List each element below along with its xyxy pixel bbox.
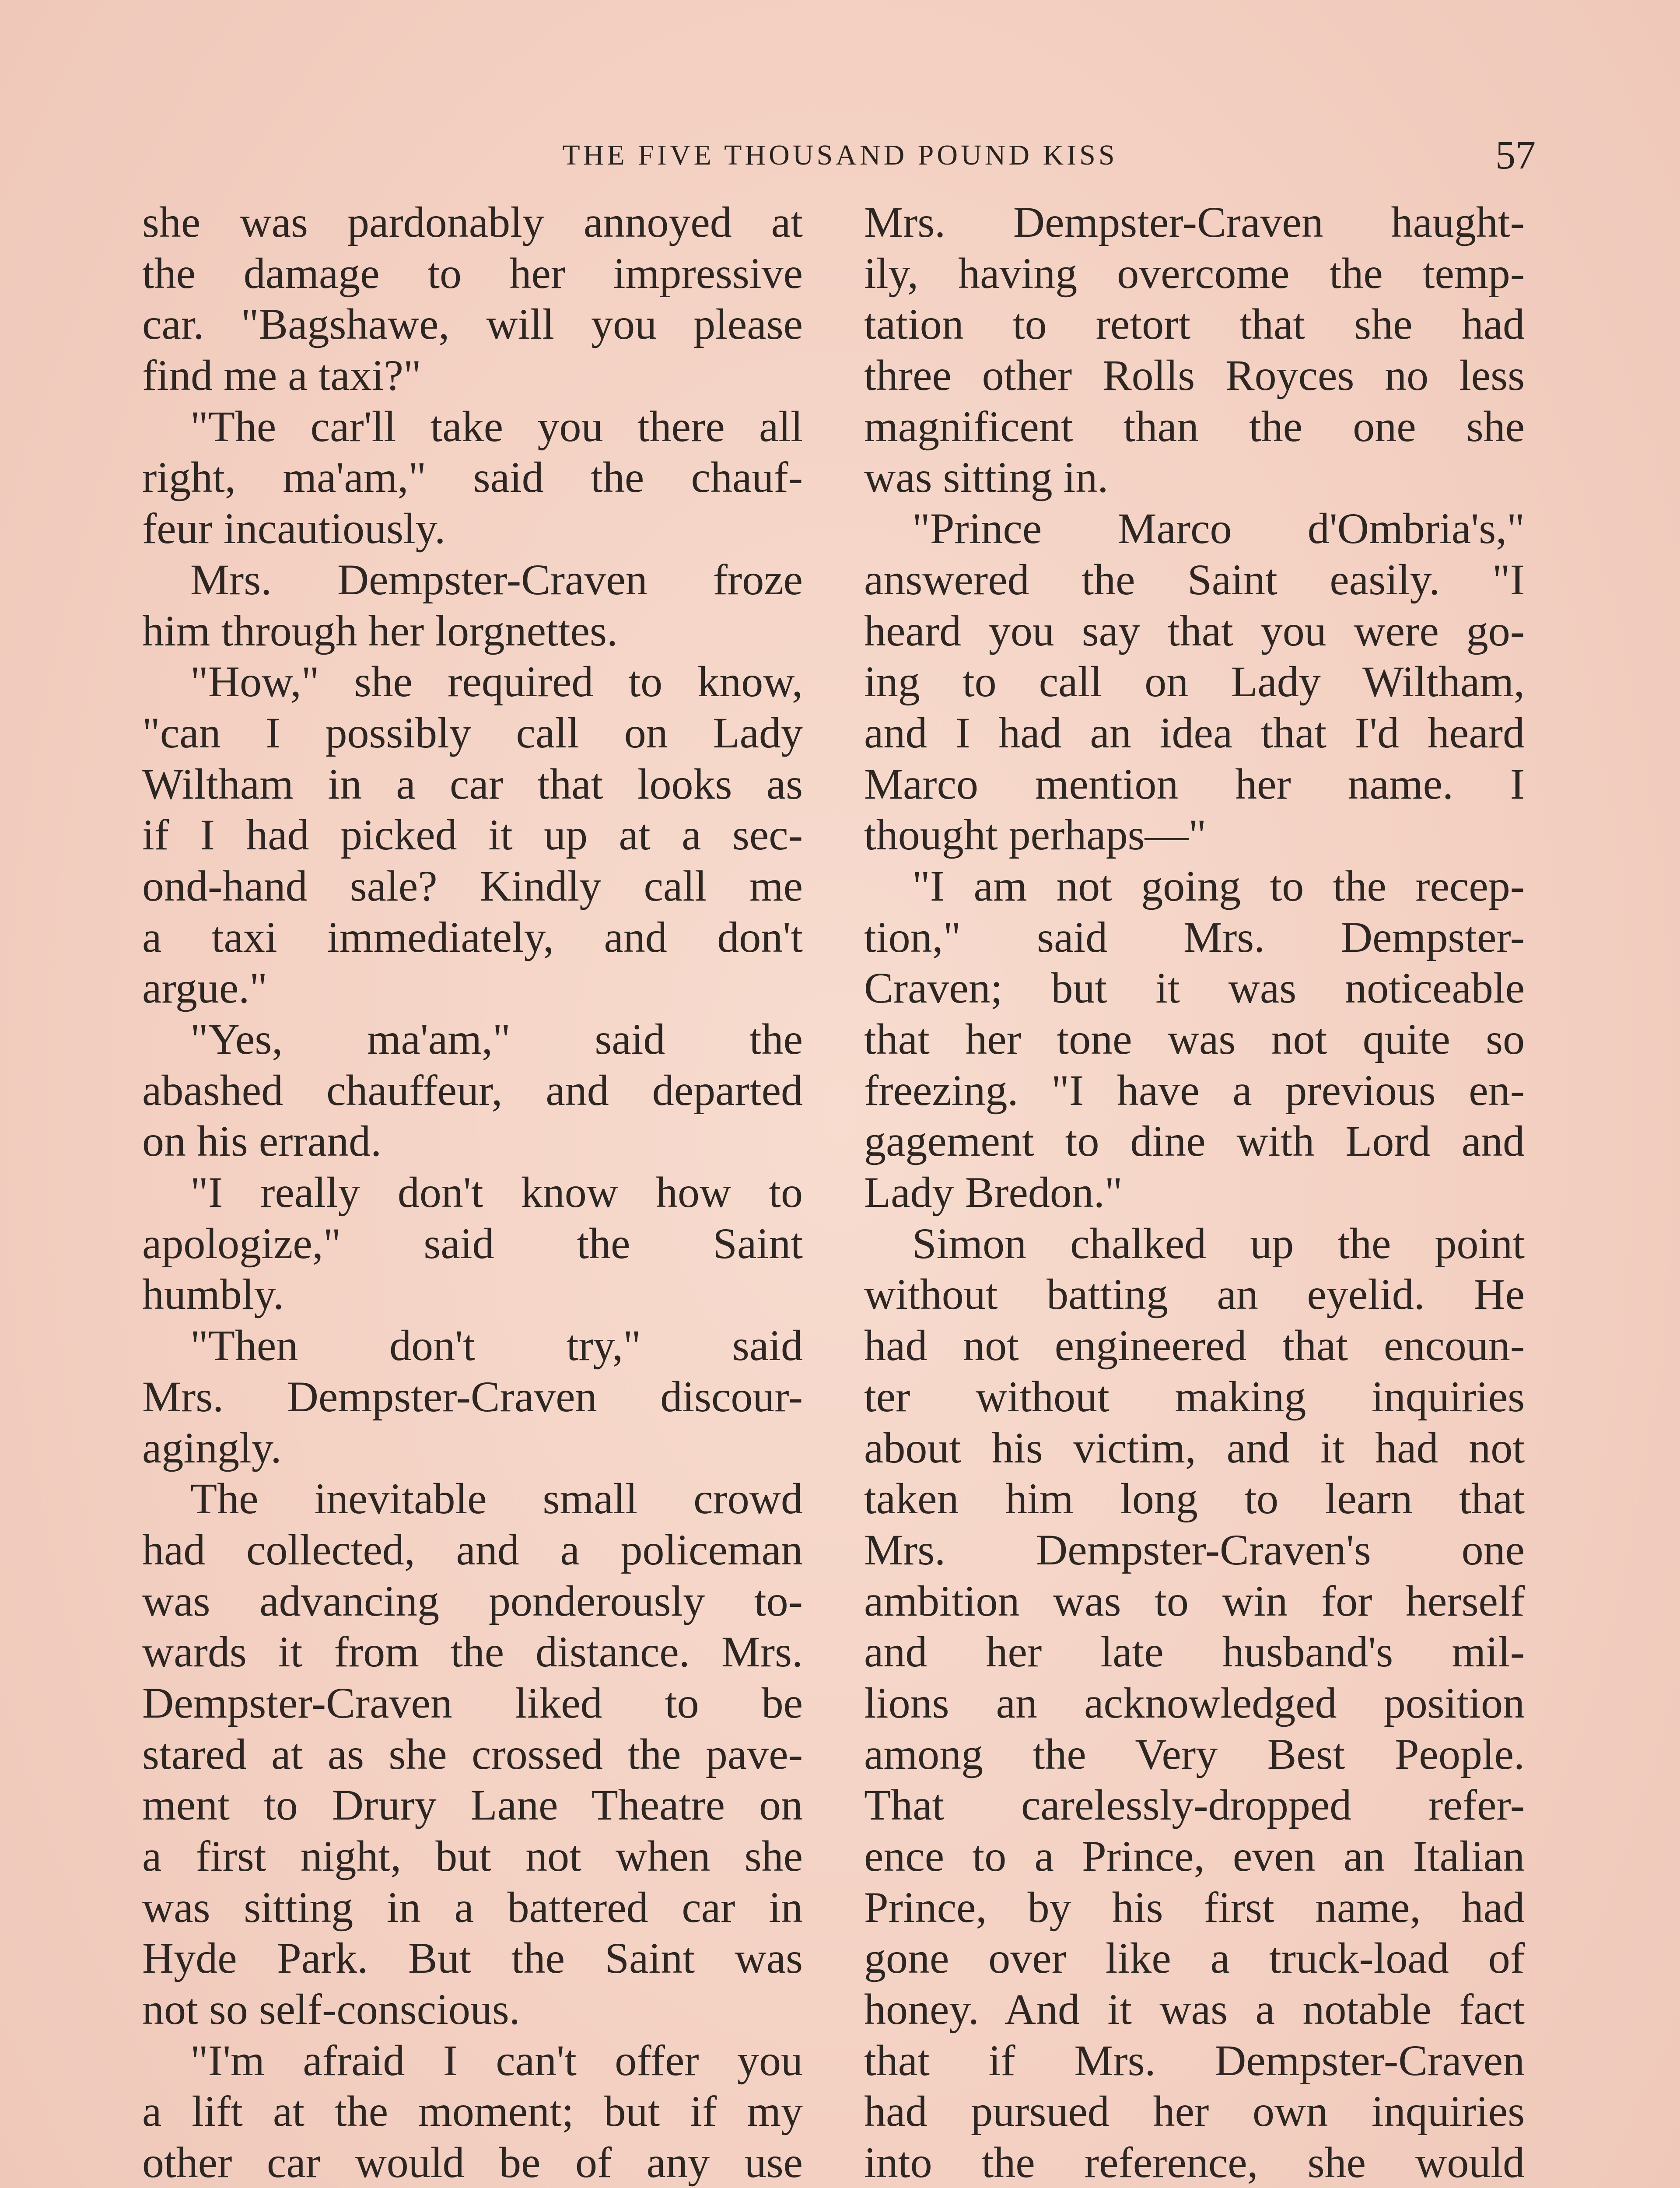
text-line: Dempster-Craven liked to be xyxy=(142,1678,803,1727)
text-line: was sitting in. xyxy=(864,453,1109,502)
text-line: Mrs. Dempster-Craven froze xyxy=(190,555,803,604)
text-line: stared at as she crossed the pave- xyxy=(142,1729,803,1778)
text-line: she was pardonably annoyed at xyxy=(142,198,803,246)
right-text-column xyxy=(864,197,1525,2188)
text-line: "can I possibly call on Lady xyxy=(142,708,803,757)
text-line: Simon chalked up the point xyxy=(912,1219,1525,1268)
text-line: was sitting in a battered car in xyxy=(142,1883,803,1932)
text-line: humbly. xyxy=(142,1270,284,1319)
text-line: feur incautiously. xyxy=(142,504,446,553)
text-line: that her tone was not quite so xyxy=(864,1015,1525,1063)
text-line: ence to a Prince, even an Italian xyxy=(864,1832,1525,1880)
text-line: a taxi immediately, and don't xyxy=(142,912,803,961)
text-line: ter without making inquiries xyxy=(864,1372,1525,1421)
text-line: Craven; but it was noticeable xyxy=(864,964,1525,1013)
running-title: THE FIVE THOUSAND POUND KISS xyxy=(562,139,1118,171)
text-line: thought perhaps—" xyxy=(864,810,1207,859)
text-line: that if Mrs. Dempster-Craven xyxy=(864,2036,1525,2085)
text-line: not so self-conscious. xyxy=(142,1985,520,2034)
text-line: That carelessly-dropped refer- xyxy=(864,1781,1525,1830)
text-line: had collected, and a policeman xyxy=(142,1525,803,1574)
text-line: a first night, but not when she xyxy=(142,1832,803,1880)
text-line: heard you say that you were go- xyxy=(864,606,1525,655)
text-line: "Yes, ma'am," said the xyxy=(190,1015,803,1063)
page-number: 57 xyxy=(1495,133,1536,177)
text-line: ond-hand sale? Kindly call me xyxy=(142,861,803,910)
text-line: ment to Drury Lane Theatre on xyxy=(142,1781,803,1830)
text-line: "The car'll take you there all xyxy=(190,402,803,451)
text-line: wards it from the distance. Mrs. xyxy=(142,1627,803,1676)
text-line: three other Rolls Royces no less xyxy=(864,351,1525,400)
text-line: "I'm afraid I can't offer you xyxy=(190,2036,803,2085)
text-line: magnificent than the one she xyxy=(864,402,1525,451)
text-line: find me a taxi?" xyxy=(142,351,421,400)
text-line: Prince, by his first name, had xyxy=(864,1883,1525,1932)
text-line: into the reference, she would xyxy=(864,2138,1525,2187)
text-line: "Then don't try," said xyxy=(190,1321,803,1370)
text-line: honey. And it was a notable fact xyxy=(864,1985,1525,2034)
text-line: gagement to dine with Lord and xyxy=(864,1117,1525,1166)
text-line: right, ma'am," said the chauf- xyxy=(142,453,803,502)
text-line: taken him long to learn that xyxy=(864,1474,1525,1523)
text-line: ily, having overcome the temp- xyxy=(864,249,1525,298)
text-line: lions an acknowledged position xyxy=(864,1678,1525,1727)
left-text-column xyxy=(142,197,803,2188)
text-line: without batting an eyelid. He xyxy=(864,1270,1525,1319)
text-line: apologize," said the Saint xyxy=(142,1219,803,1268)
text-line: tation to retort that she had xyxy=(864,300,1525,349)
text-line: the damage to her impressive xyxy=(142,249,803,298)
text-line: agingly. xyxy=(142,1423,282,1472)
text-line: ing to call on Lady Wiltham, xyxy=(864,657,1525,706)
text-line: The inevitable small crowd xyxy=(190,1474,803,1523)
text-line: had not engineered that encoun- xyxy=(864,1321,1525,1370)
text-line: Wiltham in a car that looks as xyxy=(142,759,803,808)
text-line: abashed chauffeur, and departed xyxy=(142,1066,803,1115)
text-line: Mrs. Dempster-Craven haught- xyxy=(864,198,1525,246)
text-line: about his victim, and it had not xyxy=(864,1423,1525,1472)
text-line: Marco mention her name. I xyxy=(864,759,1525,808)
text-line: a lift at the moment; but if my xyxy=(142,2087,803,2136)
text-line: "Prince Marco d'Ombria's," xyxy=(912,504,1525,553)
text-line: on his errand. xyxy=(142,1117,382,1166)
text-line: Mrs. Dempster-Craven discour- xyxy=(142,1372,803,1421)
text-line: among the Very Best People. xyxy=(864,1729,1525,1778)
text-line: ambition was to win for herself xyxy=(864,1576,1525,1625)
text-line: "I really don't know how to xyxy=(190,1168,803,1217)
text-line: freezing. "I have a previous en- xyxy=(864,1066,1525,1115)
text-line: "I am not going to the recep- xyxy=(912,861,1525,910)
text-line: him through her lorgnettes. xyxy=(142,606,618,655)
text-line: Mrs. Dempster-Craven's one xyxy=(864,1525,1525,1574)
text-line: had pursued her own inquiries xyxy=(864,2087,1525,2136)
text-line: tion," said Mrs. Dempster- xyxy=(864,912,1525,961)
text-line: was advancing ponderously to- xyxy=(142,1576,803,1625)
text-line: Lady Bredon." xyxy=(864,1168,1123,1217)
text-line: answered the Saint easily. "I xyxy=(864,555,1525,604)
text-line: and I had an idea that I'd heard xyxy=(864,708,1525,757)
page-header xyxy=(144,133,1536,182)
text-line: "How," she required to know, xyxy=(190,657,803,706)
text-line: and her late husband's mil- xyxy=(864,1627,1525,1676)
text-line: argue." xyxy=(142,964,268,1013)
text-line: other car would be of any use xyxy=(142,2138,803,2187)
text-line: gone over like a truck-load of xyxy=(864,1934,1525,1983)
text-line: if I had picked it up at a sec- xyxy=(142,810,803,859)
text-line: Hyde Park. But the Saint was xyxy=(142,1934,803,1983)
text-line: car. "Bagshawe, will you please xyxy=(142,300,803,349)
